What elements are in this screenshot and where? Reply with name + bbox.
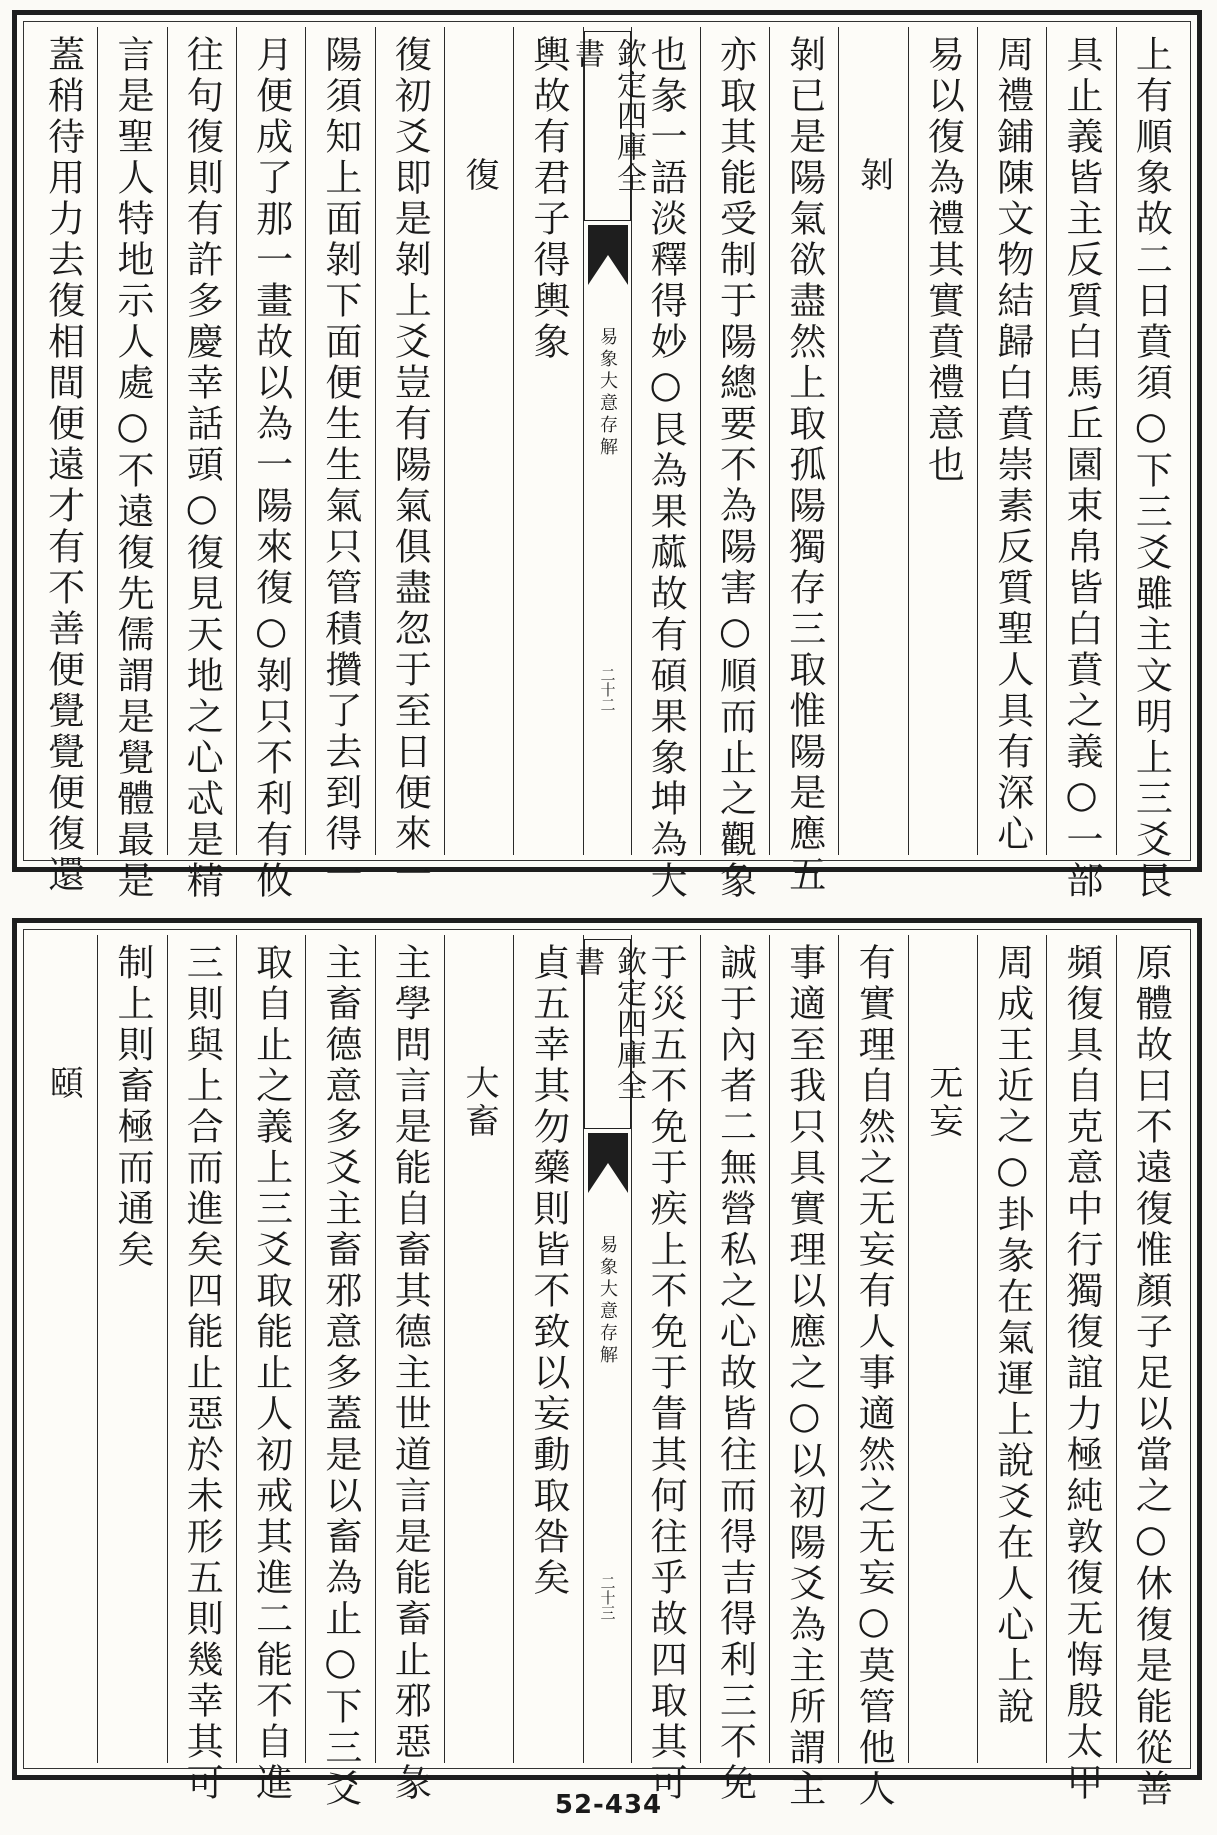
text-column: 往句復則有許多慶幸話頭○復見天地之心忒是精	[167, 27, 236, 855]
text-column: 亦取其能受制于陽總要不為陽害○順而止之觀象	[700, 27, 769, 855]
text-column: 有實理自然之无妄有人事適然之无妄○莫管他人	[838, 935, 907, 1763]
book-title: 欽定四庫全書	[584, 31, 631, 221]
text-column: 復初爻即是剝上爻豈有陽氣俱盡忽于至日便來一	[375, 27, 444, 855]
text-column: 原體故曰不遠復惟顏子足以當之○休復是能從善	[1116, 935, 1185, 1763]
section-heading-yi: 頤	[43, 1065, 84, 1103]
text-column: 言是聖人特地示人處○不遠復先儒謂是覺體最是	[97, 27, 166, 855]
text-column: 頻復具自克意中行獨復誼力極純敦復无悔殷太甲	[1046, 935, 1115, 1763]
section-heading-fu: 復	[444, 27, 513, 855]
center-gutter	[569, 27, 646, 855]
text-column: 輿故有君子得輿象	[513, 27, 582, 855]
folio-number: 二十二	[598, 667, 617, 712]
section-heading-bo: 剝	[838, 27, 907, 855]
section-heading-wuwang: 无妄	[908, 935, 977, 1763]
text-column: 貞五幸其勿藥則皆不致以妄動取咎矣	[513, 935, 582, 1763]
text-column: 陽須知上面剝下面便生生氣只管積攢了去到得一	[305, 27, 374, 855]
center-gutter	[569, 935, 646, 1763]
text-column: 三則與上合而進矣四能止惡於未形五則幾幸其可	[167, 935, 236, 1763]
text-column: 制上則畜極而通矣	[97, 935, 166, 1763]
fishtail-ornament	[588, 1133, 628, 1193]
book-sub-title: 易象大意存解	[597, 327, 618, 459]
text-column: 蓋稍待用力去復相間便遠才有不善便覺覺便復還	[41, 35, 85, 896]
text-column: 也彖一語淡釋得妙○艮為果蓏故有碩果象坤為大	[631, 27, 700, 855]
top-page-columns	[29, 27, 1185, 902]
text-column: 主學問言是能自畜其德主世道言是能畜止邪惡彖	[375, 935, 444, 1763]
text-column: 主畜德意多爻主畜邪意多蓋是以畜為止○下三爻	[305, 935, 374, 1763]
text-column: 事適至我只具實理以應之○以初陽爻為主所謂主	[769, 935, 838, 1763]
text-column: 周禮鋪陳文物結歸白賁崇素反質聖人具有深心	[977, 27, 1046, 855]
text-column: 取自止之義上三爻取能止人初戒其進二能不自進	[236, 935, 305, 1763]
text-column: 剝已是陽氣欲盡然上取孤陽獨存三取惟陽是應五	[769, 27, 838, 855]
text-column: 于災五不免于疾上不免于眚其何往乎故四取其可	[631, 935, 700, 1763]
text-column: 上有順象故二日賁須○下三爻雖主文明上三爻艮	[1116, 27, 1185, 855]
text-column: 誠于內者二無營私之心故皆往而得吉得利三不免	[700, 935, 769, 1763]
text-column: 周成王近之○卦彖在氣運上說爻在人心上說	[977, 935, 1046, 1763]
page-number: 52-434	[554, 1790, 663, 1820]
book-title: 欽定四庫全書	[584, 939, 631, 1129]
text-column: 易以復為禮其實賁禮意也	[908, 27, 977, 855]
folio-number: 二十三	[598, 1575, 617, 1620]
text-column: 月便成了那一畫故以為一陽來復○剝只不利有攸	[236, 27, 305, 855]
section-heading-daxu: 大畜	[444, 935, 513, 1763]
text-column: 具止義皆主反質白馬丘園束帛皆白賁之義○一部	[1046, 27, 1115, 855]
book-sub-title: 易象大意存解	[597, 1235, 618, 1367]
fishtail-ornament	[588, 225, 628, 285]
top-page	[12, 10, 1202, 902]
